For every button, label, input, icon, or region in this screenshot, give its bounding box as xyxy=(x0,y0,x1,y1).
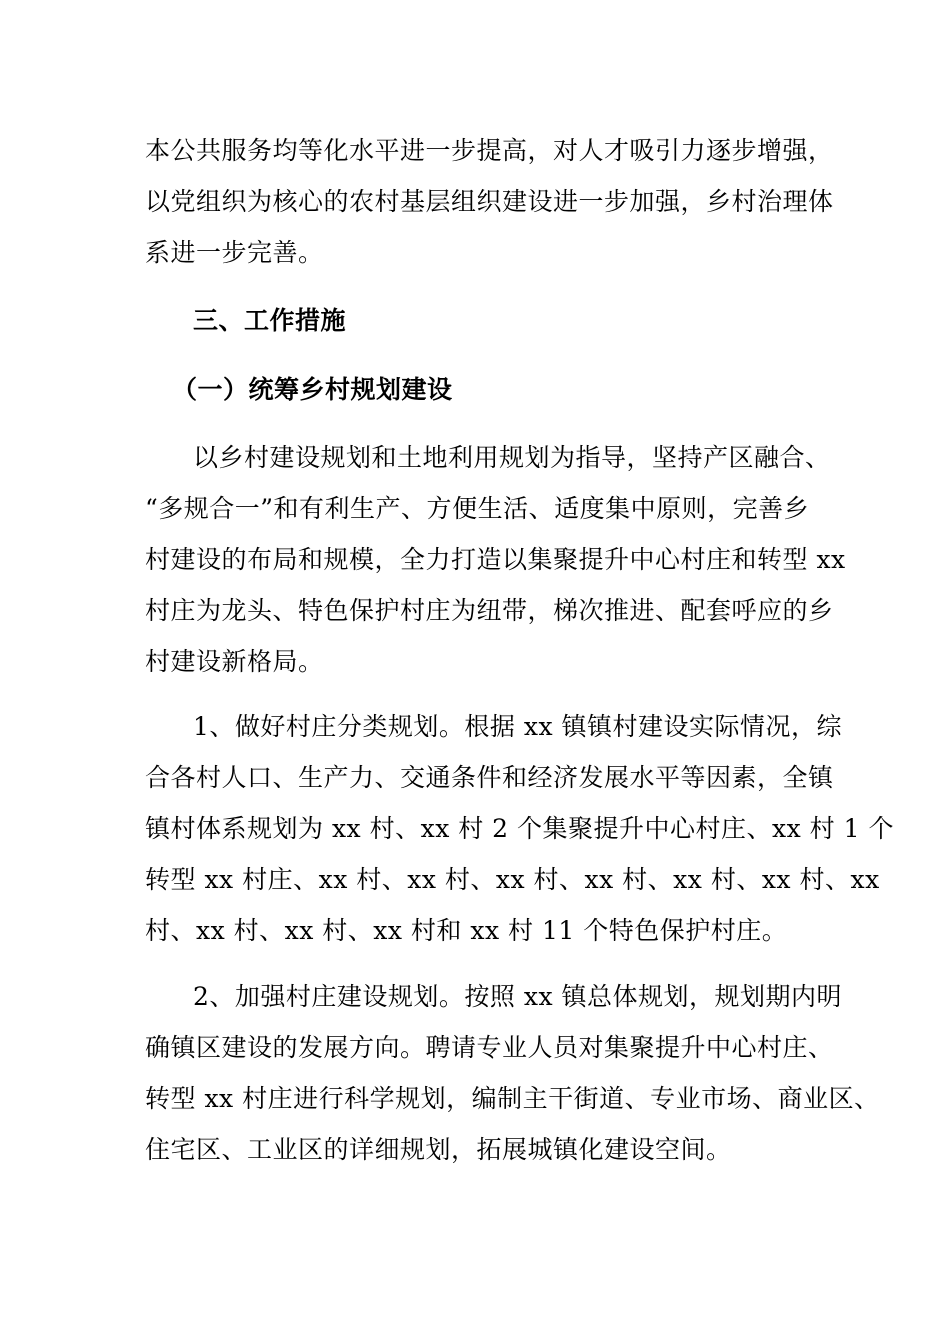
item1-line: 村、xx 村、xx 村、xx 村和 xx 村 11 个特色保护村庄。 xyxy=(145,916,788,945)
subsection-heading: （一）统筹乡村规划建设 xyxy=(172,375,453,404)
item2-line: 住宅区、工业区的详细规划，拓展城镇化建设空间。 xyxy=(145,1135,732,1164)
section-heading: 三、工作措施 xyxy=(193,306,347,335)
intro-line: 村庄为龙头、特色保护村庄为纽带，梯次推进、配套呼应的乡 xyxy=(145,596,834,625)
item2-line: 确镇区建设的发展方向。聘请专业人员对集聚提升中心村庄、 xyxy=(145,1033,834,1062)
paragraph-line: 以党组织为核心的农村基层组织建设进一步加强，乡村治理体 xyxy=(145,187,834,216)
item2-line: 转型 xx 村庄进行科学规划，编制主干街道、专业市场、商业区、 xyxy=(145,1084,880,1113)
item1-line: 合各村人口、生产力、交通条件和经济发展水平等因素，全镇 xyxy=(145,763,834,792)
item2-line: 2、加强村庄建设规划。按照 xx 镇总体规划，规划期内明 xyxy=(193,982,842,1011)
intro-line: 村建设的布局和规模，全力打造以集聚提升中心村庄和转型 xx xyxy=(145,545,846,574)
intro-line: “多规合一”和有利生产、方便生活、适度集中原则，完善乡 xyxy=(145,494,810,523)
intro-line: 以乡村建设规划和土地利用规划为指导，坚持产区融合、 xyxy=(193,443,831,472)
paragraph-line: 系进一步完善。 xyxy=(145,238,324,267)
item1-line: 镇村体系规划为 xx 村、xx 村 2 个集聚提升中心村庄、xx 村 1 个 xyxy=(145,814,894,843)
item1-line: 1、做好村庄分类规划。根据 xx 镇镇村建设实际情况，综 xyxy=(193,712,842,741)
intro-line: 村建设新格局。 xyxy=(145,647,324,676)
paragraph-line: 本公共服务均等化水平进一步提高，对人才吸引力逐步增强， xyxy=(145,136,834,165)
item1-line: 转型 xx 村庄、xx 村、xx 村、xx 村、xx 村、xx 村、xx 村、xx xyxy=(145,865,880,894)
